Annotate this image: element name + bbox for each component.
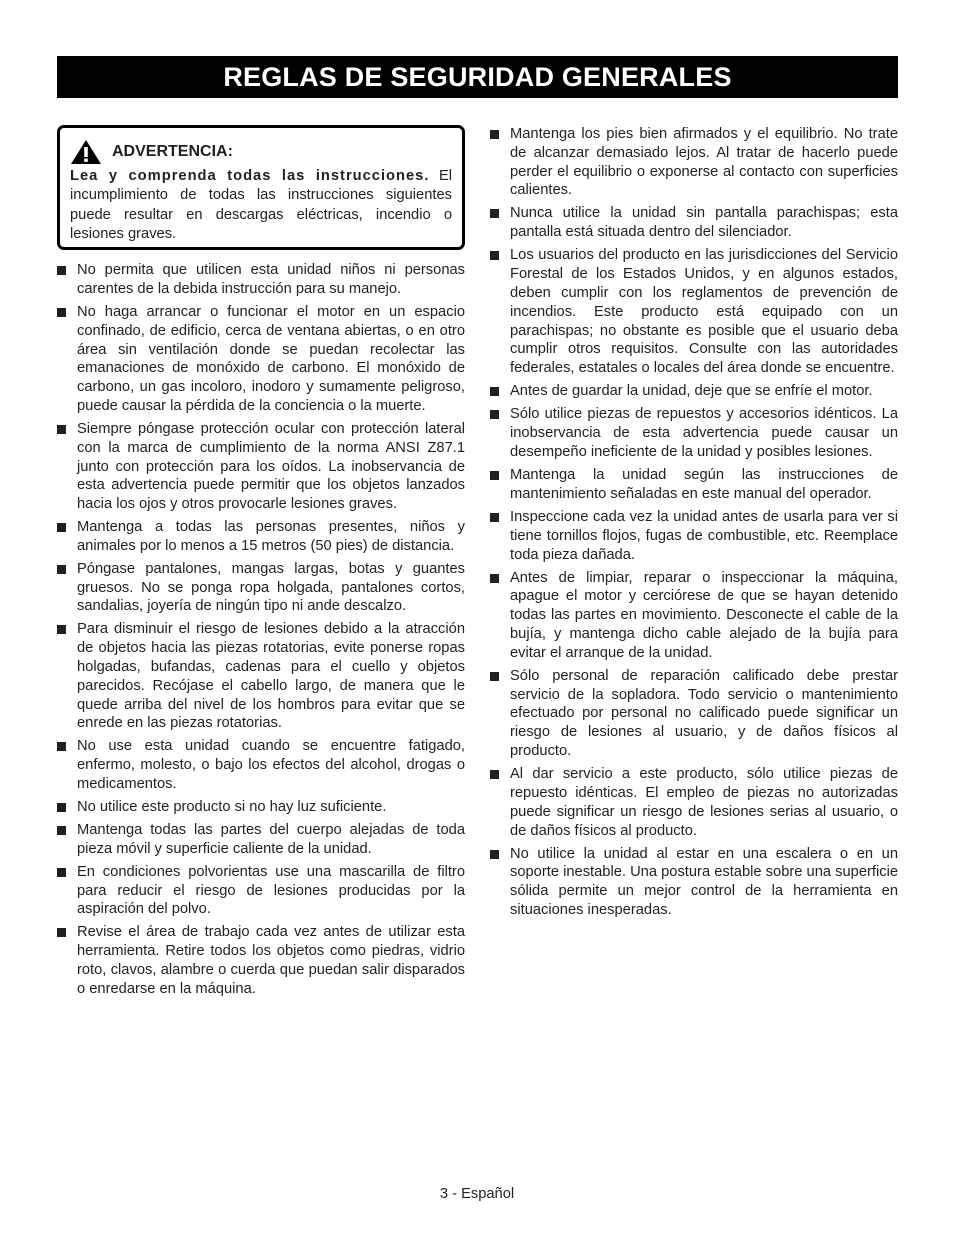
list-item: Mantenga los pies bien afirmados y el equilibrio. No trate de alcanzar demasiado lejos. Al tratar de hacerlo puede perder el equilibrio o exponerse al contacto con superficies calientes. xyxy=(490,125,898,200)
list-item: Antes de guardar la unidad, deje que se enfríe el motor. xyxy=(490,382,898,401)
list-item: Sólo personal de reparación calificado debe prestar servicio de la sopladora. Todo servicio o mantenimiento efectuado por personal no calificado puede significar un riesgo de lesiones al usuario, y de daños físicos al producto. xyxy=(490,667,898,761)
list-item: Al dar servicio a este producto, sólo utilice piezas de repuesto idénticas. El empleo de piezas no autorizadas puede significar un riesgo de lesiones serias al usuario, o de daños físicos al producto. xyxy=(490,765,898,840)
list-item: Revise el área de trabajo cada vez antes de utilizar esta herramienta. Retire todos los objetos como piedras, vidrio roto, clavos, alambre o cuerda que puedan salir disparados o enredarse en la máquina. xyxy=(57,923,465,998)
list-item: Mantenga a todas las personas presentes, niños y animales por lo menos a 15 metros (50 pies) de distancia. xyxy=(57,518,465,556)
warning-text xyxy=(70,167,452,244)
right-column xyxy=(490,125,898,924)
list-item: Los usuarios del producto en las jurisdicciones del Servicio Forestal de los Estados Unidos, y en algunos estados, deben cumplir con los reglamentos de prevención de incendios. Este producto está equipado con un parachispas; no obstante es posible que el usuario deba cumplir otros requisitos. Consulte con las autoridades federales, estatales o locales del área donde se encuentre. xyxy=(490,246,898,378)
list-item: Para disminuir el riesgo de lesiones debido a la atracción de objetos hacia las piezas rotatorias, evite ponerse ropas holgadas, bufandas, cadenas para el cuello y objetos parecidos. Recójase el cabello largo, de manera que le quede arriba del nivel de los hombros para evitar que se enrede en las piezas rotatorias. xyxy=(57,620,465,733)
list-item: Póngase pantalones, mangas largas, botas y guantes gruesos. No se ponga ropa holgada, pantalones cortos, sandalias, joyería de ningún tipo ni ande descalzo. xyxy=(57,560,465,616)
list-item: Nunca utilice la unidad sin pantalla parachispas; esta pantalla está situada dentro del silenciador. xyxy=(490,204,898,242)
warning-body: El incumplimiento de todas las instrucciones siguientes puede resultar en descargas eléctricas, incendio o lesiones graves. xyxy=(70,168,453,242)
list-item: No haga arrancar o funcionar el motor en un espacio confinado, de edificio, cerca de ventana abiertas, o en otro área sin ventilación donde se puedan recolectar las emanaciones de monóxido de carbono. El monóxido de carbono, un gas incoloro, inodoro y sumamente peligroso, puede causar la pérdida de la conciencia o la muerte. xyxy=(57,303,465,416)
list-item: Antes de limpiar, reparar o inspeccionar la máquina, apague el motor y cerciórese de que se hayan detenido todas las partes en movimiento. Desconecte el cable de la bujía, y mantenga dicho cable alejado de la bujía para evitar el arranque de la unidad. xyxy=(490,569,898,663)
right-bullet-list xyxy=(490,125,898,920)
page-title: REGLAS DE SEGURIDAD GENERALES xyxy=(57,56,898,98)
list-item: Sólo utilice piezas de repuestos y accesorios idénticos. La inobservancia de esta advertencia puede causar un desempeño ineficiente de la unidad y posibles lesiones. xyxy=(490,405,898,461)
warning-header xyxy=(70,138,452,166)
list-item: No permita que utilicen esta unidad niños ni personas carentes de la debida instrucción para su manejo. xyxy=(57,261,465,299)
list-item: No utilice la unidad al estar en una escalera o en un soporte inestable. Una postura estable sobre una superficie sólida permite un mejor control de la herramienta en situaciones inesperadas. xyxy=(490,845,898,920)
list-item: Mantenga todas las partes del cuerpo alejadas de toda pieza móvil y superficie caliente de la unidad. xyxy=(57,821,465,859)
warning-triangle-icon xyxy=(70,139,102,165)
list-item: No utilice este producto si no hay luz suficiente. xyxy=(57,798,465,817)
list-item: Inspeccione cada vez la unidad antes de usarla para ver si tiene tornillos flojos, fugas de combustible, etc. Reemplace toda pieza dañada. xyxy=(490,508,898,564)
page-footer: 3 - Español xyxy=(439,1186,515,1202)
list-item: Siempre póngase protección ocular con protección lateral con la marca de cumplimiento de la norma ANSI Z87.1 junto con protección para los oídos. La inobservancia de esta advertencia puede permitir que los objetos lanzados hacia los ojos y otros provocarle lesiones graves. xyxy=(57,420,465,514)
left-column xyxy=(57,125,465,1003)
warning-box xyxy=(57,125,465,250)
list-item: No use esta unidad cuando se encuentre fatigado, enfermo, molesto, o bajo los efectos del alcohol, drogas o medicamentos. xyxy=(57,737,465,793)
list-item: En condiciones polvorientas use una mascarilla de filtro para reducir el riesgo de lesiones producidas por la aspiración del polvo. xyxy=(57,863,465,919)
left-bullet-list xyxy=(57,261,465,998)
list-item: Mantenga la unidad según las instrucciones de mantenimiento señaladas en este manual del operador. xyxy=(490,466,898,504)
warning-lead: Lea y comprenda todas las instrucciones. xyxy=(70,168,430,184)
warning-title: ADVERTENCIA: xyxy=(112,143,233,160)
